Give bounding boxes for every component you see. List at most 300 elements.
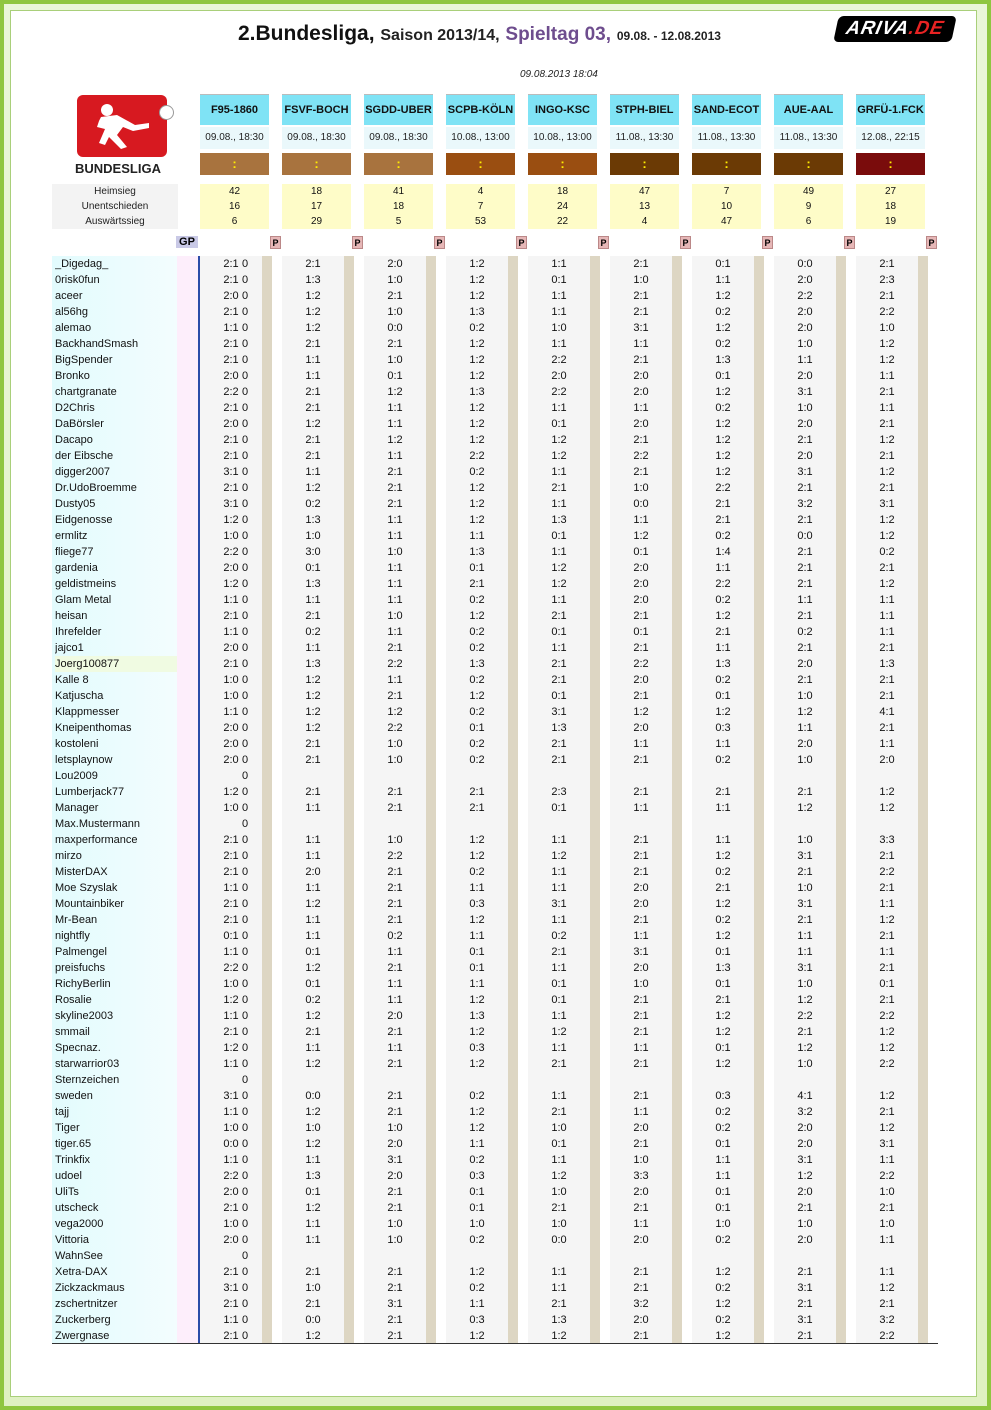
player-name[interactable]: Kneipenthomas [55, 722, 132, 734]
player-name[interactable]: fliege77 [55, 546, 94, 558]
player-gp: 0 [241, 386, 249, 398]
player-name[interactable]: Palmengel [55, 946, 107, 958]
player-name[interactable]: Katjuscha [55, 690, 104, 702]
player-name[interactable]: gardenia [55, 562, 98, 574]
match-0-stat-draw: 16 [228, 201, 241, 212]
player-name[interactable]: smmail [55, 1026, 90, 1038]
tip-cell: 1:0 [879, 1186, 895, 1198]
player-name[interactable]: Vittoria [55, 1234, 90, 1246]
player-gp: 0 [241, 882, 249, 894]
tip-cell: 0:2 [715, 306, 731, 318]
player-name[interactable]: digger2007 [55, 466, 111, 478]
table-row [52, 704, 938, 720]
tip-cell: 2:0 [223, 562, 239, 574]
tip-cell: 0:0 [797, 530, 813, 542]
player-name[interactable]: geldistmeins [55, 578, 117, 590]
table-row [52, 432, 938, 448]
player-name[interactable]: utscheck [55, 1202, 99, 1214]
match-6-teams[interactable]: SAND-ECOT [692, 94, 761, 125]
tip-cell: 1:1 [879, 626, 895, 638]
tip-cell: 1:2 [879, 914, 895, 926]
tip-cell: 1:1 [551, 1282, 567, 1294]
player-name[interactable]: starwarrior03 [55, 1058, 120, 1070]
tip-cell: 1:2 [715, 322, 731, 334]
tip-cell: 1:0 [223, 690, 239, 702]
tip-cell: 2:1 [387, 338, 403, 350]
tip-cell: 2:1 [633, 1010, 649, 1022]
tip-cell: 2:1 [633, 1026, 649, 1038]
tip-cell: 1:3 [305, 578, 321, 590]
player-gp: 0 [241, 1330, 249, 1342]
tip-cell: 3:1 [879, 1138, 895, 1150]
player-name[interactable]: Zuckerberg [55, 1314, 111, 1326]
tip-cell: 1:2 [715, 1058, 731, 1070]
player-name[interactable]: ermlitz [55, 530, 88, 542]
tip-cell: 1:1 [223, 1058, 239, 1070]
player-name[interactable]: Lumberjack77 [55, 786, 125, 798]
tip-cell: 0:1 [551, 530, 567, 542]
match-0-points-button[interactable]: P [270, 236, 281, 249]
tip-cell: 0:1 [305, 562, 321, 574]
tip-cell: 2:0 [633, 562, 649, 574]
tip-cell: 1:1 [387, 946, 403, 958]
player-name[interactable]: DaBörsler [55, 418, 104, 430]
tip-cell: 3:1 [387, 1154, 403, 1166]
player-name[interactable]: tiger.65 [55, 1138, 92, 1150]
match-1-teams[interactable]: FSVF-BOCH [282, 94, 351, 125]
player-name[interactable]: Joerg100877 [55, 656, 177, 672]
match-0-result: : [200, 153, 269, 175]
player-name[interactable]: Rosalie [55, 994, 92, 1006]
match-8-stat-home: 27 [884, 186, 897, 197]
tip-cell: 2:1 [879, 882, 895, 894]
tip-cell: 1:2 [469, 434, 485, 446]
tip-cell: 2:0 [797, 274, 813, 286]
tip-cell: 2:1 [551, 1202, 567, 1214]
player-name[interactable]: BackhandSmash [55, 338, 139, 350]
tip-cell: 1:0 [387, 546, 403, 558]
tip-cell: 0:2 [715, 338, 731, 350]
tip-cell: 1:2 [223, 786, 239, 798]
player-name[interactable]: Max.Mustermann [55, 818, 140, 830]
player-name[interactable]: Zickzackmaus [55, 1282, 125, 1294]
player-gp: 0 [241, 1058, 249, 1070]
tip-cell: 2:1 [223, 1330, 239, 1342]
match-0-teams[interactable]: F95-1860 [200, 94, 269, 125]
match-2-stats [364, 184, 433, 229]
match-2-points-button[interactable]: P [434, 236, 445, 249]
player-name[interactable]: preisfuchs [55, 962, 106, 974]
match-8-teams[interactable]: GRFÜ-1.FCK [856, 94, 925, 125]
tip-cell: 3:1 [797, 850, 813, 862]
tip-cell: 0:2 [469, 1154, 485, 1166]
last-updated: 09.08.2013 18:04 [520, 69, 598, 80]
player-name[interactable]: chartgranate [55, 386, 117, 398]
tip-cell: 1:2 [715, 434, 731, 446]
player-name[interactable]: tajj [55, 1106, 70, 1118]
tip-cell: 1:1 [305, 642, 321, 654]
player-gp: 0 [241, 642, 249, 654]
tip-cell: 1:2 [305, 690, 321, 702]
tip-cell: 2:1 [551, 1106, 567, 1118]
tip-cell: 1:0 [879, 1218, 895, 1230]
tip-cell: 3:1 [797, 1314, 813, 1326]
tip-cell: 2:1 [633, 354, 649, 366]
tip-cell: 1:2 [305, 306, 321, 318]
tip-cell: 1:1 [797, 354, 813, 366]
player-name[interactable]: Moe Szyslak [55, 882, 118, 894]
tip-cell: 1:2 [715, 1298, 731, 1310]
match-5-points-button[interactable]: P [680, 236, 691, 249]
player-gp: 0 [241, 1122, 249, 1134]
table-row [52, 352, 938, 368]
match-2-date: 09.08., 18:30 [364, 127, 433, 149]
tip-cell: 1:2 [879, 354, 895, 366]
match-3-points-button[interactable]: P [516, 236, 527, 249]
tip-cell: 2:1 [387, 1186, 403, 1198]
tip-cell: 1:2 [469, 482, 485, 494]
tip-cell: 2:0 [387, 1010, 403, 1022]
table-row [52, 384, 938, 400]
tip-cell: 1:2 [223, 994, 239, 1006]
tip-cell: 1:1 [387, 402, 403, 414]
tip-cell: 2:2 [879, 306, 895, 318]
player-name[interactable]: Tiger [55, 1122, 80, 1134]
player-gp: 0 [241, 322, 249, 334]
player-name[interactable]: Kalle 8 [55, 674, 89, 686]
player-gp: 0 [241, 770, 249, 782]
match-4-points-button[interactable]: P [598, 236, 609, 249]
match-2-result: : [364, 153, 433, 175]
table-row [52, 1072, 938, 1088]
gp-header[interactable]: GP [176, 236, 198, 248]
tip-cell: 3:1 [797, 386, 813, 398]
player-name[interactable]: Bronko [55, 370, 90, 382]
tip-cell: 2:1 [633, 866, 649, 878]
player-silhouette-icon [87, 101, 157, 151]
tip-cell: 1:1 [223, 594, 239, 606]
tip-cell: 1:0 [223, 802, 239, 814]
tip-cell: 2:2 [879, 1058, 895, 1070]
tip-cell: 2:1 [797, 482, 813, 494]
match-2-teams[interactable]: SGDD-UBER [364, 94, 433, 125]
tip-cell: 1:2 [551, 578, 567, 590]
match-4-date: 10.08., 13:00 [528, 127, 597, 149]
player-name[interactable]: Lou2009 [55, 770, 98, 782]
tip-cell: 2:1 [223, 258, 239, 270]
date-range: 09.08. - 12.08.2013 [616, 29, 721, 43]
tip-cell: 2:1 [879, 642, 895, 654]
player-name[interactable]: D2Chris [55, 402, 95, 414]
tip-cell: 1:2 [879, 338, 895, 350]
tip-cell: 1:2 [223, 578, 239, 590]
player-gp: 0 [241, 1234, 249, 1246]
tip-cell: 0:2 [715, 674, 731, 686]
tip-cell: 2:1 [633, 642, 649, 654]
tip-cell: 0:1 [715, 690, 731, 702]
tip-cell: 2:1 [387, 898, 403, 910]
table-row [52, 608, 938, 624]
tip-cell: 2:1 [387, 1026, 403, 1038]
tip-cell: 1:2 [551, 450, 567, 462]
tip-cell: 1:2 [305, 1058, 321, 1070]
tip-cell: 1:1 [551, 1042, 567, 1054]
match-1-stat-draw: 17 [310, 201, 323, 212]
tip-cell: 2:2 [223, 1170, 239, 1182]
tip-cell: 1:1 [223, 626, 239, 638]
player-gp: 0 [241, 802, 249, 814]
ariva-logo[interactable] [833, 16, 957, 42]
player-gp: 0 [241, 626, 249, 638]
tip-cell: 2:1 [469, 786, 485, 798]
match-8-points-button[interactable]: P [926, 236, 937, 249]
tip-cell: 1:1 [879, 594, 895, 606]
tip-cell: 2:0 [633, 1314, 649, 1326]
tip-cell: 2:1 [633, 290, 649, 302]
player-name[interactable]: maxperformance [55, 834, 138, 846]
player-gp: 0 [241, 1298, 249, 1310]
player-name[interactable]: zschertnitzer [55, 1298, 118, 1310]
tip-cell: 2:1 [223, 1026, 239, 1038]
match-1-stat-home: 18 [310, 186, 323, 197]
tip-cell: 1:1 [715, 1170, 731, 1182]
player-name[interactable]: Dr.UdoBroemme [55, 482, 137, 494]
tip-cell: 1:2 [387, 706, 403, 718]
tip-cell: 1:2 [715, 610, 731, 622]
player-name[interactable]: Dusty05 [55, 498, 96, 510]
player-gp: 0 [241, 498, 249, 510]
table-row [52, 368, 938, 384]
player-name[interactable]: Trinkfix [55, 1154, 91, 1166]
match-3-stats [446, 184, 515, 229]
table-row [52, 1184, 938, 1200]
tip-cell: 1:0 [387, 354, 403, 366]
tip-cell: 1:1 [305, 1234, 321, 1246]
player-name[interactable]: Xetra-DAX [55, 1266, 108, 1278]
player-name[interactable]: MisterDAX [55, 866, 108, 878]
tip-cell: 1:1 [551, 546, 567, 558]
player-name[interactable]: 0risk0fun [55, 274, 100, 286]
player-gp: 0 [241, 898, 249, 910]
tip-cell: 2:0 [305, 866, 321, 878]
tip-cell: 1:1 [633, 402, 649, 414]
tip-cell: 1:1 [387, 418, 403, 430]
tip-cell: 1:1 [223, 1106, 239, 1118]
tip-cell: 1:2 [305, 1330, 321, 1342]
player-gp: 0 [241, 1154, 249, 1166]
tip-cell: 2:1 [223, 850, 239, 862]
tip-cell: 0:2 [715, 1106, 731, 1118]
match-7-points-button[interactable]: P [844, 236, 855, 249]
tip-cell: 1:2 [223, 1042, 239, 1054]
tip-cell: 0:2 [797, 626, 813, 638]
tip-cell: 1:1 [551, 1154, 567, 1166]
tip-cell: 1:1 [387, 530, 403, 542]
player-name[interactable]: vega2000 [55, 1218, 104, 1230]
player-name[interactable]: UliTs [55, 1186, 79, 1198]
match-4-teams[interactable]: INGO-KSC [528, 94, 597, 125]
tip-cell: 2:0 [633, 962, 649, 974]
tip-cell: 2:1 [633, 754, 649, 766]
player-name[interactable]: nightfly [55, 930, 90, 942]
player-name[interactable]: Sternzeichen [55, 1074, 120, 1086]
player-name[interactable]: skyline2003 [55, 1010, 114, 1022]
tip-cell: 0:1 [551, 626, 567, 638]
table-row [52, 336, 938, 352]
tip-cell: 1:2 [469, 1106, 485, 1118]
tip-cell: 1:1 [551, 402, 567, 414]
player-name[interactable]: kostoleni [55, 738, 99, 750]
table-row [52, 672, 938, 688]
player-name[interactable]: _Digedag_ [55, 258, 109, 270]
tip-cell: 1:1 [305, 370, 321, 382]
tip-cell: 1:1 [469, 882, 485, 894]
tip-cell: 1:2 [715, 466, 731, 478]
tip-cell: 2:2 [387, 658, 403, 670]
player-name[interactable]: WahnSee [55, 1250, 103, 1262]
player-gp: 0 [241, 1010, 249, 1022]
tip-cell: 2:1 [633, 1138, 649, 1150]
player-gp: 0 [241, 1026, 249, 1038]
tip-cell: 2:0 [633, 1234, 649, 1246]
tip-cell: 2:0 [387, 258, 403, 270]
match-7-stat-home: 49 [802, 186, 815, 197]
tip-cell: 2:1 [223, 306, 239, 318]
player-name[interactable]: letsplaynow [55, 754, 113, 766]
tip-cell: 0:0 [387, 322, 403, 334]
tip-cell: 1:2 [551, 562, 567, 574]
tip-cell: 2:1 [879, 290, 895, 302]
tip-cell: 2:1 [305, 450, 321, 462]
tip-cell: 2:1 [879, 850, 895, 862]
tip-cell: 2:1 [633, 1282, 649, 1294]
tip-cell: 1:2 [715, 706, 731, 718]
tip-cell: 2:1 [305, 738, 321, 750]
match-2-stat-away: 5 [395, 216, 402, 227]
player-name[interactable]: al56hg [55, 306, 89, 318]
tip-cell: 3:1 [387, 1298, 403, 1310]
tip-cell: 1:0 [387, 1234, 403, 1246]
tip-cell: 0:2 [715, 1234, 731, 1246]
tip-cell: 1:1 [223, 882, 239, 894]
tip-cell: 2:1 [797, 1266, 813, 1278]
tip-cell: 2:1 [879, 994, 895, 1006]
tip-cell: 0:1 [715, 258, 731, 270]
stat-labels [52, 184, 178, 229]
player-name[interactable]: jajco1 [55, 642, 84, 654]
player-name[interactable]: Manager [55, 802, 99, 814]
tip-cell: 1:1 [633, 1042, 649, 1054]
tip-cell: 1:3 [551, 514, 567, 526]
tip-cell: 2:2 [797, 290, 813, 302]
player-name[interactable]: Mr-Bean [55, 914, 98, 926]
player-name[interactable]: Specnaz. [55, 1042, 101, 1054]
tip-cell: 1:2 [797, 706, 813, 718]
tip-cell: 2:0 [633, 418, 649, 430]
player-name[interactable]: aceer [55, 290, 83, 302]
tip-cell: 0:1 [305, 978, 321, 990]
tip-cell: 0:1 [223, 930, 239, 942]
player-name[interactable]: Klappmesser [55, 706, 120, 718]
match-3-stat-away: 53 [474, 216, 487, 227]
player-gp: 0 [241, 1202, 249, 1214]
tip-cell: 2:0 [797, 1122, 813, 1134]
tip-cell: 2:1 [551, 1058, 567, 1070]
tip-cell: 2:0 [387, 1138, 403, 1150]
match-3-teams[interactable]: SCPB-KÖLN [446, 94, 515, 125]
tip-cell: 0:2 [715, 1282, 731, 1294]
tip-cell: 2:1 [469, 802, 485, 814]
match-1-points-button[interactable]: P [352, 236, 363, 249]
player-name[interactable]: Glam Metal [55, 594, 112, 606]
tip-cell: 1:2 [551, 1330, 567, 1342]
tip-cell: 1:2 [305, 1010, 321, 1022]
player-name[interactable]: Zwergnase [55, 1330, 110, 1342]
match-5-teams[interactable]: STPH-BIEL [610, 94, 679, 125]
player-name[interactable]: udoel [55, 1170, 82, 1182]
tip-cell: 3:1 [633, 946, 649, 958]
match-6-stats [692, 184, 761, 229]
player-name[interactable]: mirzo [55, 850, 82, 862]
tip-cell: 1:1 [551, 1266, 567, 1278]
player-gp: 0 [241, 274, 249, 286]
match-5-stats [610, 184, 679, 229]
tip-cell: 2:1 [387, 498, 403, 510]
player-gp: 0 [241, 1314, 249, 1326]
table-row [52, 1104, 938, 1120]
match-6-points-button[interactable]: P [762, 236, 773, 249]
player-name[interactable]: Dacapo [55, 434, 93, 446]
player-name[interactable]: Ihrefelder [55, 626, 102, 638]
player-name[interactable]: Eidgenosse [55, 514, 113, 526]
player-name[interactable]: heisan [55, 610, 88, 622]
tip-cell: 2:0 [633, 578, 649, 590]
tip-cell: 1:2 [715, 418, 731, 430]
match-7-stats [774, 184, 843, 229]
tip-cell: 2:1 [633, 1330, 649, 1342]
tip-cell: 2:1 [223, 434, 239, 446]
table-row [52, 816, 938, 832]
player-name[interactable]: sweden [55, 1090, 93, 1102]
tip-cell: 1:2 [469, 498, 485, 510]
match-5-result: : [610, 153, 679, 175]
tip-cell: 2:1 [223, 450, 239, 462]
player-gp: 0 [241, 530, 249, 542]
tip-cell: 2:0 [633, 1186, 649, 1198]
tip-cell: 2:1 [223, 658, 239, 670]
player-gp: 0 [241, 418, 249, 430]
match-7-teams[interactable]: AUE-AAL [774, 94, 843, 125]
table-row [52, 656, 938, 672]
tip-cell: 1:1 [879, 370, 895, 382]
tip-cell: 1:0 [797, 882, 813, 894]
player-name[interactable]: BigSpender [55, 354, 113, 366]
tip-cell: 2:1 [469, 578, 485, 590]
player-name[interactable]: Mountainbiker [55, 898, 125, 910]
player-name[interactable]: RichyBerlin [55, 978, 111, 990]
tip-cell: 1:1 [551, 1090, 567, 1102]
tip-cell: 0:2 [387, 930, 403, 942]
player-name[interactable]: alemao [55, 322, 92, 334]
tip-cell: 1:2 [469, 418, 485, 430]
player-gp: 0 [241, 1266, 249, 1278]
tip-cell: 1:1 [715, 642, 731, 654]
tip-cell: 1:2 [715, 850, 731, 862]
tip-cell: 1:0 [633, 482, 649, 494]
player-name[interactable]: der Eibsche [55, 450, 114, 462]
tip-cell: 3:1 [633, 322, 649, 334]
player-gp: 0 [241, 1106, 249, 1118]
